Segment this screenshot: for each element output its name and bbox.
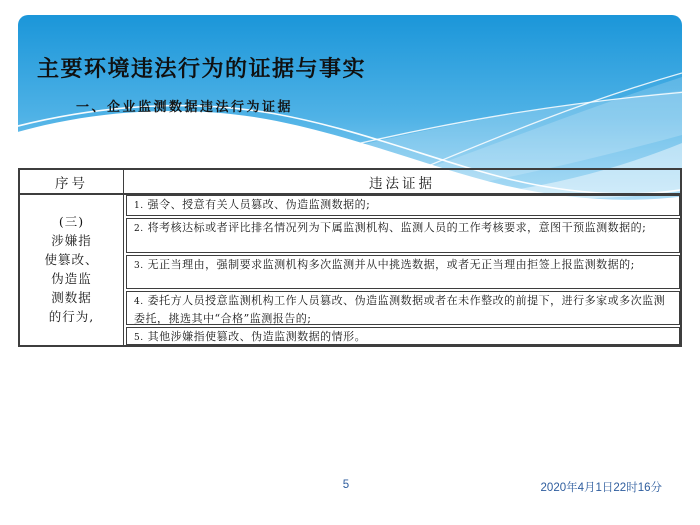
- evidence-table: [18, 168, 682, 347]
- category-line: 使篡改、: [44, 252, 99, 267]
- category-cell: [20, 195, 124, 345]
- slide-title: 主要环境违法行为的证据与事实: [37, 56, 367, 81]
- table-body: [20, 195, 680, 345]
- row-text: 无正当理由，强制要求监测机构多次监测并从中挑选数据，或者无正当理由拒签上报监测数据的;: [147, 258, 635, 271]
- table-row: [126, 195, 680, 216]
- table-row: [126, 327, 680, 345]
- category-line: 测数据: [51, 290, 92, 305]
- evidence-rows: [124, 195, 680, 345]
- row-number: 3.: [134, 261, 144, 271]
- row-number: 1.: [134, 201, 144, 211]
- table-row: [126, 218, 680, 253]
- row-number: 2.: [134, 224, 144, 234]
- row-number: 4.: [134, 297, 144, 307]
- category-line: 涉嫌指: [51, 233, 92, 248]
- row-text: 将考核达标或者评比排名情况列为下属监测机构、监测人员的工作考核要求，意图干预监测数据的;: [147, 221, 647, 234]
- column-header-evidence: 违法证据: [369, 175, 435, 192]
- table-row: [126, 291, 680, 325]
- table-header-row: [20, 170, 680, 195]
- category-line: 的行为,: [48, 309, 95, 324]
- category-line: (三): [58, 214, 85, 229]
- row-text: 委托方人员授意监测机构工作人员篡改、伪造监测数据或者在未作整改的前提下，进行多家或多次监测委托，挑选其中“合格”监测报告的;: [134, 294, 666, 325]
- table-row: [126, 255, 680, 289]
- column-header-seq: 序号: [20, 170, 124, 193]
- category-line: 伪造监: [51, 271, 92, 286]
- page-number: 5: [342, 479, 350, 491]
- row-number: 5.: [134, 333, 144, 343]
- slide-subtitle: 一、企业监测数据违法行为证据: [76, 100, 294, 115]
- row-text: 其他涉嫌指使篡改、伪造监测数据的情形。: [147, 330, 367, 343]
- row-text: 强令、授意有关人员篡改、伪造监测数据的;: [147, 198, 371, 211]
- footer-datetime: 2020年4月1日22时16分: [540, 482, 662, 494]
